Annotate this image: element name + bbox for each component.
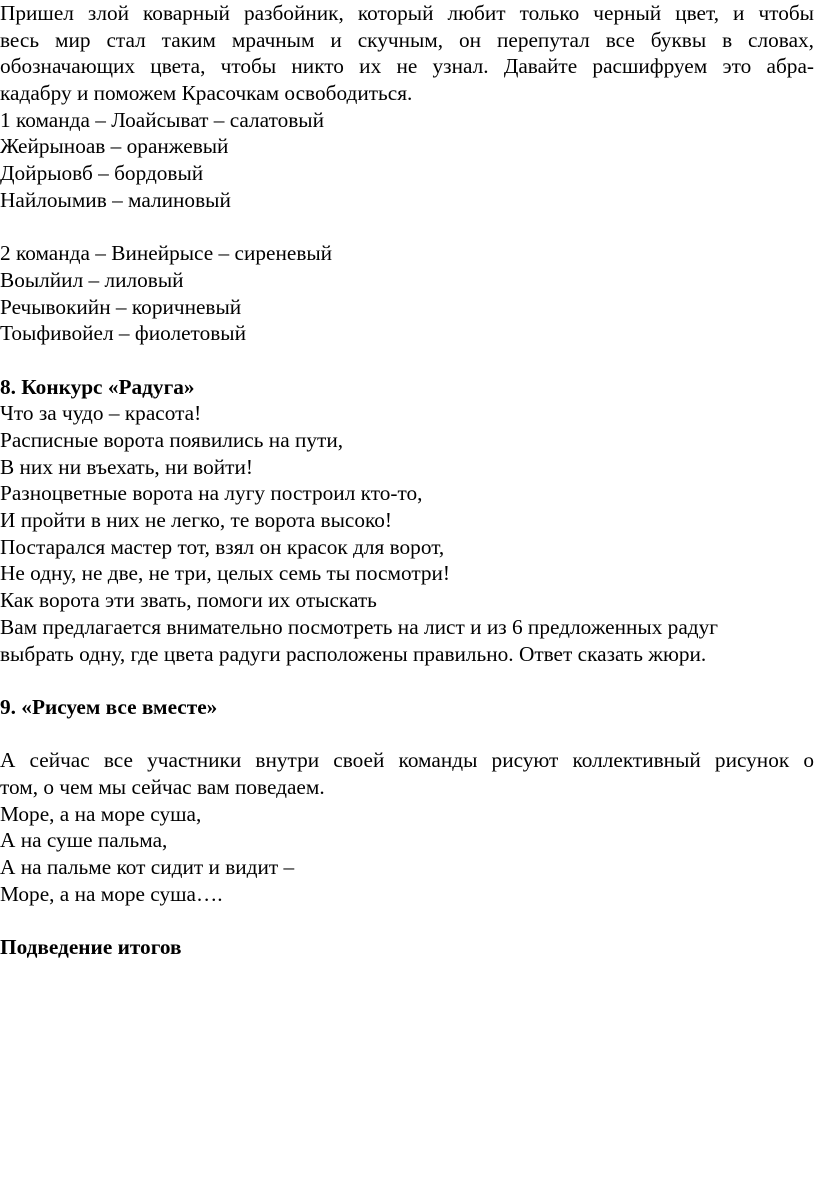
section-8-line-9: Вам предлагается внимательно посмотреть на лист и из 6 предложенных радуг [0, 614, 718, 639]
team1-line-2: Жейрыноав – оранжевый [0, 134, 229, 159]
section-8-line-1: Что за чудо – красота! [0, 401, 202, 426]
section-8-line-4: Разноцветные ворота на лугу построил кто-то, [0, 481, 423, 506]
section-9 [0, 694, 814, 908]
section-9-heading: 9. «Рисуем все вместе» [0, 694, 218, 719]
section-8-line-3: В них ни въехать, ни войти! [0, 454, 253, 479]
spacer [0, 721, 814, 748]
section-8-line-7: Не одну, не две, не три, целых семь ты посмотри! [0, 561, 451, 586]
spacer [0, 214, 814, 241]
team2-list [0, 240, 814, 347]
team2-line-4: Тоыфивойел – фиолетовый [0, 321, 246, 346]
section-8-line-2: Расписные ворота появились на пути, [0, 428, 344, 452]
section-9-line-5: А на пальме кот сидит и видит – [0, 855, 295, 879]
summary-heading: Подведение итогов [0, 935, 182, 960]
intro-line-3: обозначающих цвета, чтобы никто их не узнал. Давайте расшифруем это абра- [0, 54, 814, 79]
section-9-line-4: А на суше пальма, [0, 828, 168, 853]
team2-line-2: Воылйил – лиловый [0, 267, 184, 292]
intro-paragraph [0, 0, 814, 107]
section-9-line-1: А сейчас все участники внутри своей команды рисуют коллективный рисунок о [0, 748, 814, 773]
section-9-line-6: Море, а на море суша…. [0, 881, 223, 906]
section-8-heading: 8. Конкурс «Радуга» [0, 374, 195, 399]
intro-line-2: весь мир стал таким мрачным и скучным, он перепутал все буквы в словах, [0, 27, 814, 52]
section-8-line-8: Как ворота эти звать, помоги их отыскать [0, 588, 377, 613]
section-8-line-6: Постарался мастер тот, взял он красок для ворот, [0, 534, 445, 559]
team1-line-4: Найлоымив – малиновый [0, 187, 231, 212]
team1-line-1: 1 команда – Лоайсыват – салатовый [0, 107, 325, 132]
section-9-line-2: том, о чем мы сейчас вам поведаем. [0, 774, 325, 799]
section-8-line-5: И пройти в них не легко, те ворота высоко! [0, 508, 392, 533]
team2-line-3: Речывокийн – коричневый [0, 294, 242, 319]
spacer [0, 667, 814, 694]
spacer [0, 347, 814, 374]
spacer [0, 907, 814, 934]
intro-line-4: кадабру и поможем Красочкам освободиться. [0, 81, 413, 106]
summary-section [0, 934, 814, 961]
section-8-line-10: выбрать одну, где цвета радуги расположены правильно. Ответ сказать жюри. [0, 641, 707, 666]
team1-list [0, 107, 814, 214]
team1-line-3: Дойрыовб – бордовый [0, 161, 204, 186]
section-9-line-3: Море, а на море суша, [0, 801, 202, 826]
section-8 [0, 374, 814, 668]
intro-line-1: Пришел злой коварный разбойник, который любит только черный цвет, и чтобы [0, 1, 814, 25]
team2-line-1: 2 команда – Винейрысе – сиреневый [0, 241, 333, 266]
